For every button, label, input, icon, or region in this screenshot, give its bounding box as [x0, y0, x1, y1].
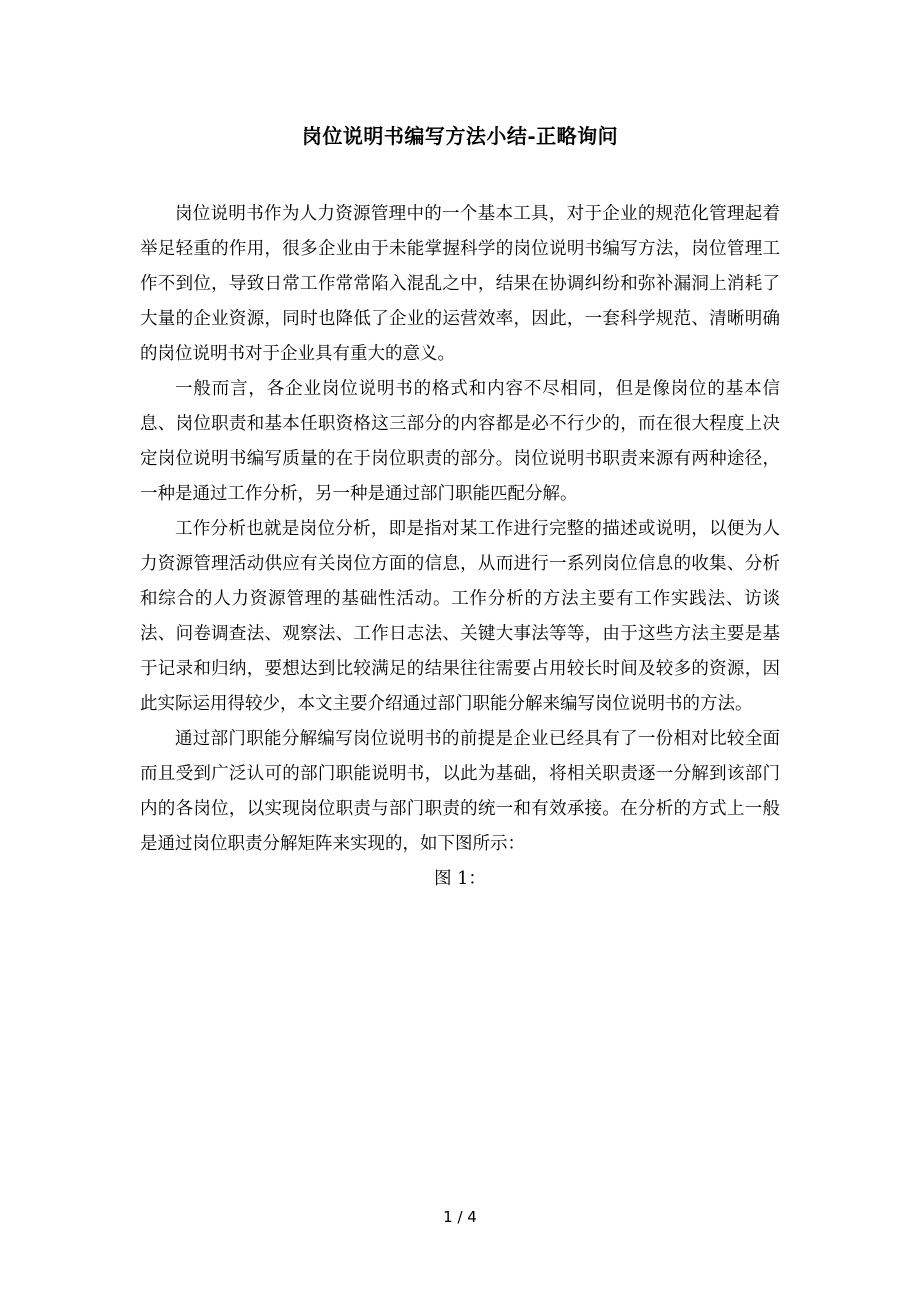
figure-label: 图 1：: [434, 869, 486, 889]
page-number: 1 / 4: [443, 1208, 477, 1226]
paragraph-function-decomposition: 通过部门职能分解编写岗位说明书的前提是企业已经具有了一份相对比较全面而且受到广泛认可的部门职能说明书，以此为基础，将相关职责逐一分解到该部门内的各岗位，以实现岗位职责与部门职责的统一和有效承接。在分析的方式上一般是通过岗位职责分解矩阵来实现的，如下图所示：: [140, 729, 780, 854]
paragraph-intro: 岗位说明书作为人力资源管理中的一个基本工具，对于企业的规范化管理起着举足轻重的作用，很多企业由于未能掌握科学的岗位说明书编写方法，岗位管理工作不到位，导致日常工作常常陷入混乱之中，结果在协调纠纷和弥补漏洞上消耗了大量的企业资源，同时也降低了企业的运营效率，因此，一套科学规范、清晰明确的岗位说明书对于企业具有重大的意义。: [140, 204, 780, 364]
paragraph-job-analysis: 工作分析也就是岗位分析，即是指对某工作进行完整的描述或说明，以便为人力资源管理活动供应有关岗位方面的信息，从而进行一系列岗位信息的收集、分析和综合的人力资源管理的基础性活动。工作分析的方法主要有工作实践法、访谈法、问卷调查法、观察法、工作日志法、关键大事法等等，由于这些方法主要是基于记录和归纳，要想达到比较满足的结果往往需要占用较长时间及较多的资源，因此实际运用得较少，本文主要介绍通过部门职能分解来编写岗位说明书的方法。: [140, 519, 780, 714]
document-body: [140, 197, 780, 897]
paragraph-structure: 一般而言，各企业岗位说明书的格式和内容不尽相同，但是像岗位的基本信息、岗位职责和基本任职资格这三部分的内容都是必不行少的，而在很大程度上决定岗位说明书编写质量的在于岗位职责的部分。岗位说明书职责来源有两种途径，一种是通过工作分析，另一种是通过部门职能匹配分解。: [140, 379, 780, 504]
document-title: 岗位说明书编写方法小结-正略询问: [301, 124, 619, 148]
